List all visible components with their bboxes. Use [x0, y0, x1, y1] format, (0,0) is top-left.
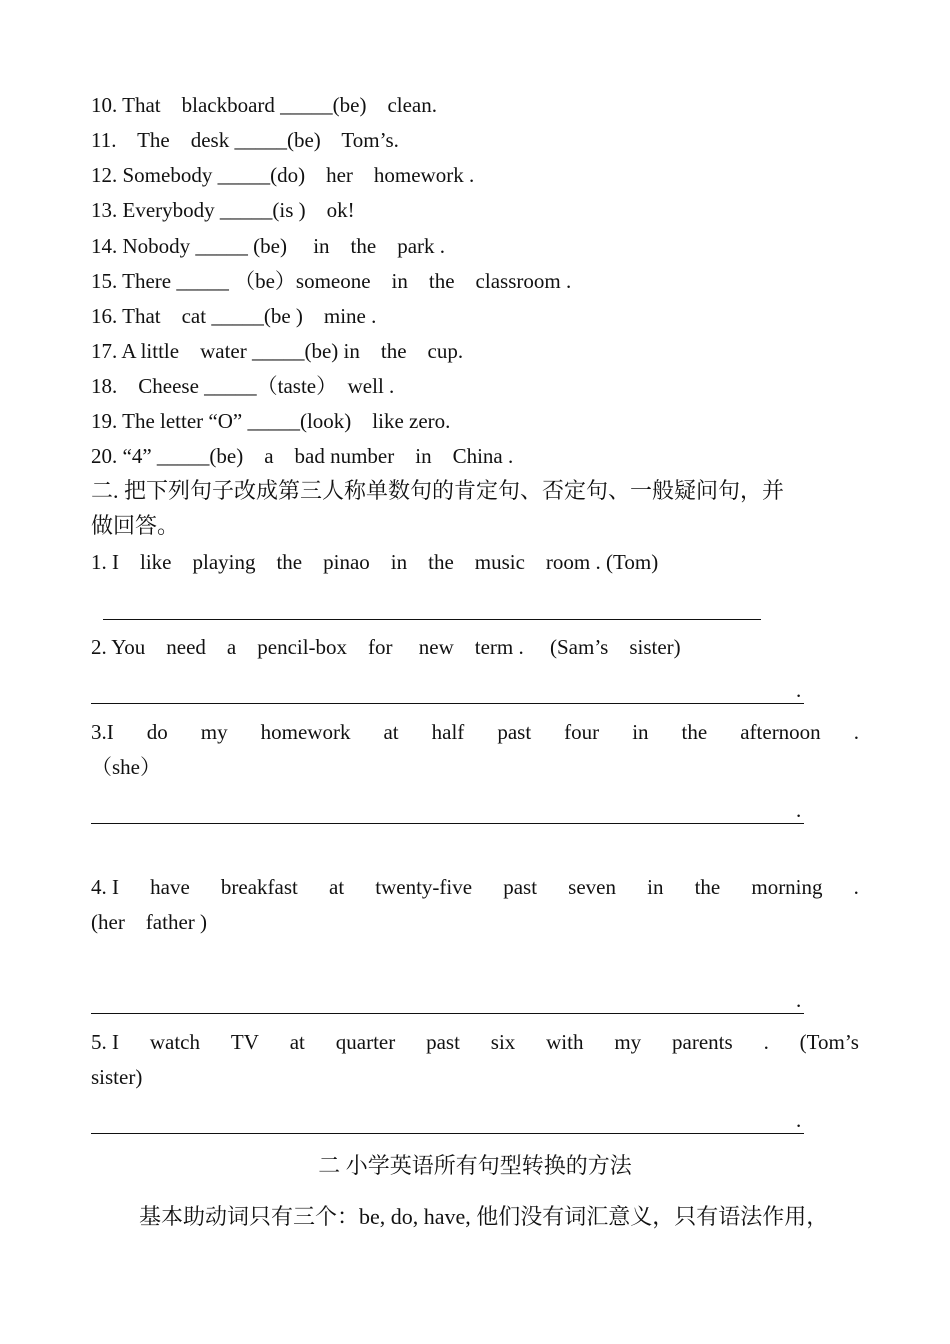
- answer-line-3[interactable]: [91, 823, 804, 824]
- exercise-10: 10. That blackboard _____(be) clean.: [91, 93, 437, 117]
- exercise-20: 20. “4” _____(be) a bad number in China .: [91, 444, 514, 468]
- question-3-word: past: [497, 720, 532, 744]
- exercise-16: 16. That cat _____(be ) mine .: [91, 304, 377, 328]
- question-3-word: in: [632, 720, 649, 744]
- answer-end-period: .: [796, 988, 802, 1012]
- question-5-word: at: [289, 1030, 305, 1054]
- question-2: 2. You need a pencil-box for new term . (Sam’s sister): [91, 635, 681, 659]
- question-4: [91, 874, 859, 900]
- answer-end-period: .: [796, 1108, 802, 1132]
- answer-line-2[interactable]: [91, 703, 804, 704]
- question-4-word: twenty-five: [375, 875, 473, 899]
- body-paragraph: 基本助动词只有三个：be, do, have, 他们没有词汇意义，只有语法作用，: [139, 1204, 829, 1229]
- exercise-17: 17. A little water _____(be) in the cup.: [91, 339, 464, 363]
- question-3-word: at: [383, 720, 399, 744]
- question-5-subject: sister): [91, 1065, 143, 1089]
- question-5-word: (Tom’s: [799, 1030, 859, 1054]
- question-5-word: watch: [149, 1030, 201, 1054]
- question-3-word: homework: [260, 720, 351, 744]
- question-3-word: 3.I: [91, 720, 114, 744]
- section-heading-cont: 做回答。: [91, 513, 180, 538]
- question-4-word: morning: [751, 875, 823, 899]
- question-4-word: at: [329, 875, 345, 899]
- answer-end-period: .: [796, 798, 802, 822]
- question-4-word: in: [647, 875, 664, 899]
- question-5-word: TV: [230, 1030, 259, 1054]
- question-5-word: 5. I: [91, 1030, 119, 1054]
- question-5-word: my: [614, 1030, 642, 1054]
- question-3-word: do: [146, 720, 168, 744]
- question-5-word: .: [763, 1030, 769, 1054]
- answer-line-1[interactable]: [103, 619, 761, 620]
- exercise-13: 13. Everybody _____(is ) ok!: [91, 198, 355, 222]
- section-title: 二 小学英语所有句型转换的方法: [318, 1153, 632, 1178]
- question-3-subject: （she）: [91, 755, 161, 779]
- section-heading: 二. 把下列句子改成第三人称单数句的肯定句、否定句、一般疑问句，并: [91, 478, 785, 503]
- question-4-word: 4. I: [91, 875, 119, 899]
- exercise-12: 12. Somebody _____(do) her homework .: [91, 163, 475, 187]
- exercise-19: 19. The letter “O” _____(look) like zero.: [91, 409, 451, 433]
- question-5: [91, 1029, 859, 1055]
- exercise-14: 14. Nobody _____ (be) in the park .: [91, 234, 446, 258]
- question-5-word: quarter: [335, 1030, 396, 1054]
- question-5-word: six: [490, 1030, 516, 1054]
- exercise-15: 15. There _____ （be）someone in the classroom .: [91, 269, 572, 293]
- answer-line-5[interactable]: [91, 1133, 804, 1134]
- question-1: 1. I like playing the pinao in the music room . (Tom): [91, 550, 659, 574]
- question-4-word: seven: [568, 875, 616, 899]
- exercise-11: 11. The desk _____(be) Tom’s.: [91, 128, 399, 152]
- question-4-word: breakfast: [220, 875, 298, 899]
- exercise-18: 18. Cheese _____（taste） well .: [91, 374, 395, 398]
- question-3-word: four: [564, 720, 600, 744]
- question-5-word: parents: [672, 1030, 733, 1054]
- question-3-word: afternoon: [740, 720, 821, 744]
- question-4-word: .: [853, 875, 859, 899]
- question-3-word: my: [200, 720, 228, 744]
- answer-end-period: .: [796, 678, 802, 702]
- question-4-word: have: [150, 875, 190, 899]
- question-4-word: the: [694, 875, 721, 899]
- question-4-subject: (her father ): [91, 910, 208, 934]
- question-4-word: past: [503, 875, 538, 899]
- question-3-word: half: [431, 720, 465, 744]
- question-5-word: past: [426, 1030, 460, 1054]
- question-3-word: .: [853, 720, 859, 744]
- question-3: [91, 719, 859, 745]
- answer-line-4[interactable]: [91, 1013, 804, 1014]
- question-3-word: the: [681, 720, 708, 744]
- question-5-word: with: [546, 1030, 584, 1054]
